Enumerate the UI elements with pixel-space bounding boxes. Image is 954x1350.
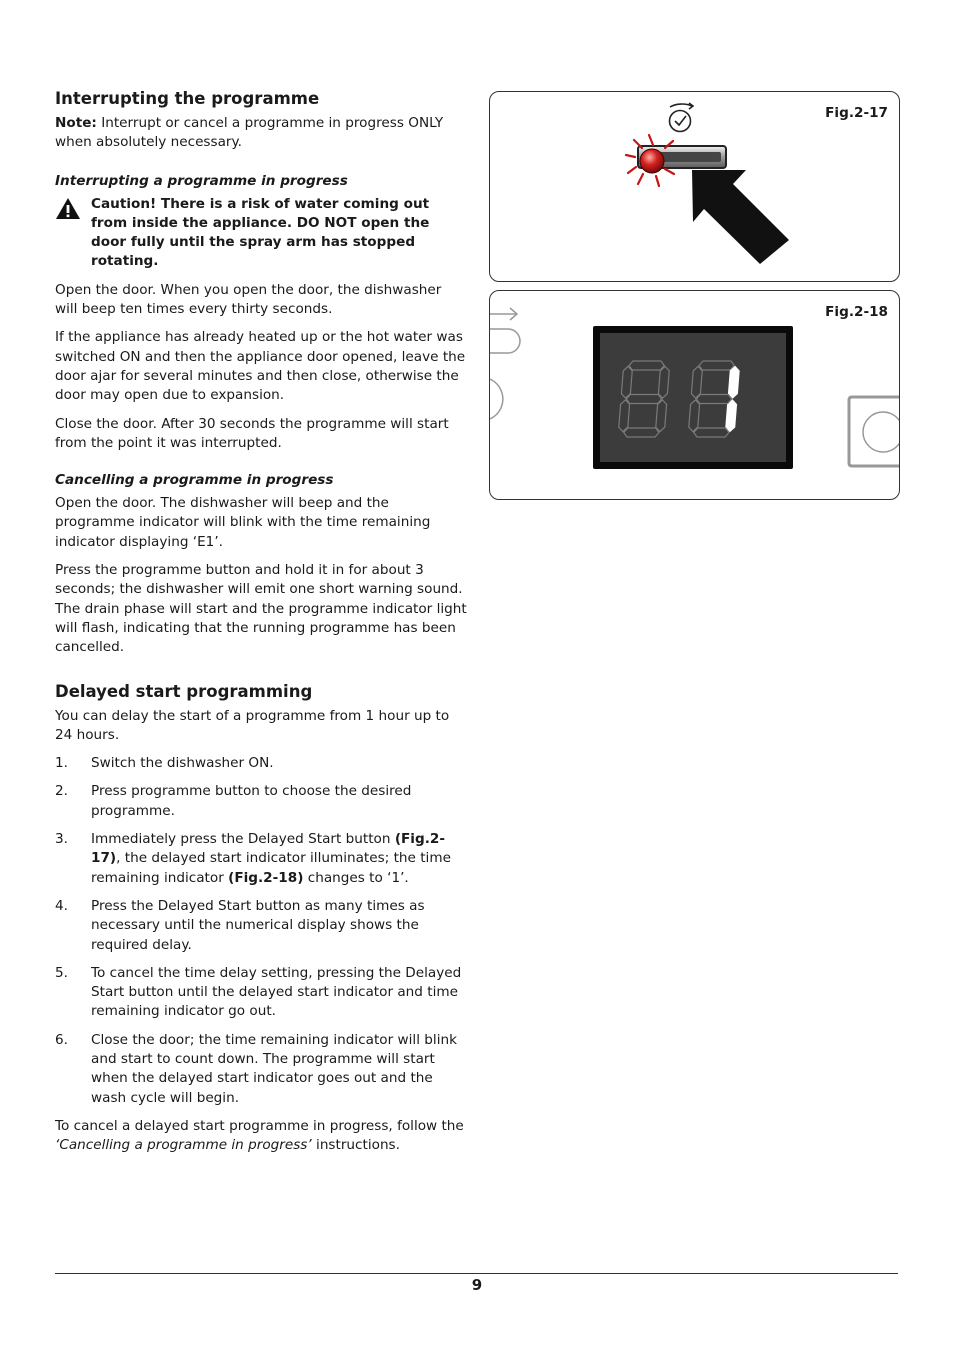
main-column: [55, 88, 467, 1164]
figure-reference: (Fig.2-18): [228, 869, 304, 886]
page-number: 9: [471, 1276, 483, 1294]
caution-text: Caution! There is a risk of water coming out from inside the appliance. DO NOT open the door fully until the spray arm has stopped rotating.: [91, 195, 430, 270]
step-text: To cancel the time delay setting, pressing the Delayed Start button until the delayed start indicator and time remaining indicator go out.: [91, 964, 462, 1020]
paragraph: You can delay the start of a programme from 1 hour up to 24 hours.: [55, 707, 450, 743]
footer-rule: [55, 1273, 898, 1274]
panel-button-outline: [490, 329, 520, 353]
panel-arrow-icon: [490, 308, 517, 320]
delayed-start-button-illustration: [490, 92, 899, 281]
figure-label: Fig.2-17: [825, 105, 888, 121]
pointer-arrow-icon: [692, 170, 789, 264]
step-text: Press the Delayed Start button as many times as necessary until the numerical display shows the required delay.: [91, 897, 425, 953]
step-text-part: Immediately press the Delayed Start button: [91, 831, 395, 848]
list-item: [55, 1031, 467, 1108]
figure-2-17: [489, 91, 900, 282]
step-text-part: changes to ‘1’.: [303, 869, 409, 886]
segment-b: [728, 366, 739, 398]
step-number: 1.: [55, 755, 68, 772]
note-text: Interrupt or cancel a programme in progress ONLY when absolutely necessary.: [55, 115, 444, 151]
step-text: [91, 830, 467, 888]
clock-icon: [670, 103, 694, 132]
step-number: 6.: [55, 1031, 68, 1048]
subheading-interrupting: Interrupting a programme in progress: [55, 172, 348, 189]
step-text-part: , the delayed start indicator illuminates; the time remaining indicator: [91, 850, 451, 886]
paragraph: Open the door. When you open the door, the dishwasher will beep ten times every thirty seconds.: [55, 281, 442, 318]
section-title-delayed-start: Delayed start programming: [55, 681, 313, 701]
step-text: Close the door; the time remaining indicator will blink and start to count down. The programme will start when the delayed start indicator goes out and the wash cycle will begin.: [91, 1031, 457, 1106]
step-number: 5.: [55, 964, 68, 981]
step-text: Switch the dishwasher ON.: [91, 755, 274, 772]
step-number: 2.: [55, 783, 68, 800]
subheading-cancelling: Cancelling a programme in progress: [55, 472, 334, 489]
figure-reference: (Fig.2-17): [91, 831, 445, 867]
figure-2-18: [489, 290, 900, 500]
list-item: [55, 830, 467, 888]
figure-label: Fig.2-18: [825, 304, 888, 320]
section-reference: ‘Cancelling a programme in progress’: [55, 1137, 312, 1154]
section-title-interrupting: Interrupting the programme: [55, 89, 320, 108]
note-paragraph: [55, 114, 467, 153]
paragraph: Close the door. After 30 seconds the programme will start from the point it was interrupted.: [55, 415, 449, 451]
warning-icon: [55, 195, 91, 272]
note-label: Note:: [55, 115, 97, 131]
power-button-outline: [849, 397, 899, 466]
list-item: [55, 964, 467, 1022]
list-item: [55, 782, 467, 821]
segment-c: [726, 400, 737, 432]
step-text: Press programme button to choose the desired programme.: [91, 783, 412, 819]
caution-block: [55, 195, 467, 272]
closing-text-part: To cancel a delayed start programme in progress, follow the: [55, 1117, 464, 1134]
panel-knob-outline: [490, 379, 503, 419]
closing-text-part: instructions.: [311, 1137, 400, 1154]
closing-paragraph: [55, 1117, 467, 1156]
paragraph: Open the door. The dishwasher will beep and the programme indicator will blink with the time remaining indicator displaying ‘E1’.: [55, 495, 431, 550]
step-number: 4.: [55, 897, 68, 914]
step-number: 3.: [55, 831, 68, 848]
list-item: [55, 754, 467, 773]
paragraph: Press the programme button and hold it in for about 3 seconds; the dishwasher will emit one short warning sound. The drain phase will start and the programme indicator light will flash, indicating that the running programme has been cancelled.: [55, 562, 467, 656]
time-remaining-display-illustration: [490, 291, 899, 499]
steps-list: [55, 754, 467, 1108]
paragraph: If the appliance has already heated up or the hot water was switched ON and then the appliance door opened, leave the door ajar for several minutes and then close, otherwise the door may open due to expansion.: [55, 329, 466, 404]
list-item: [55, 897, 467, 955]
